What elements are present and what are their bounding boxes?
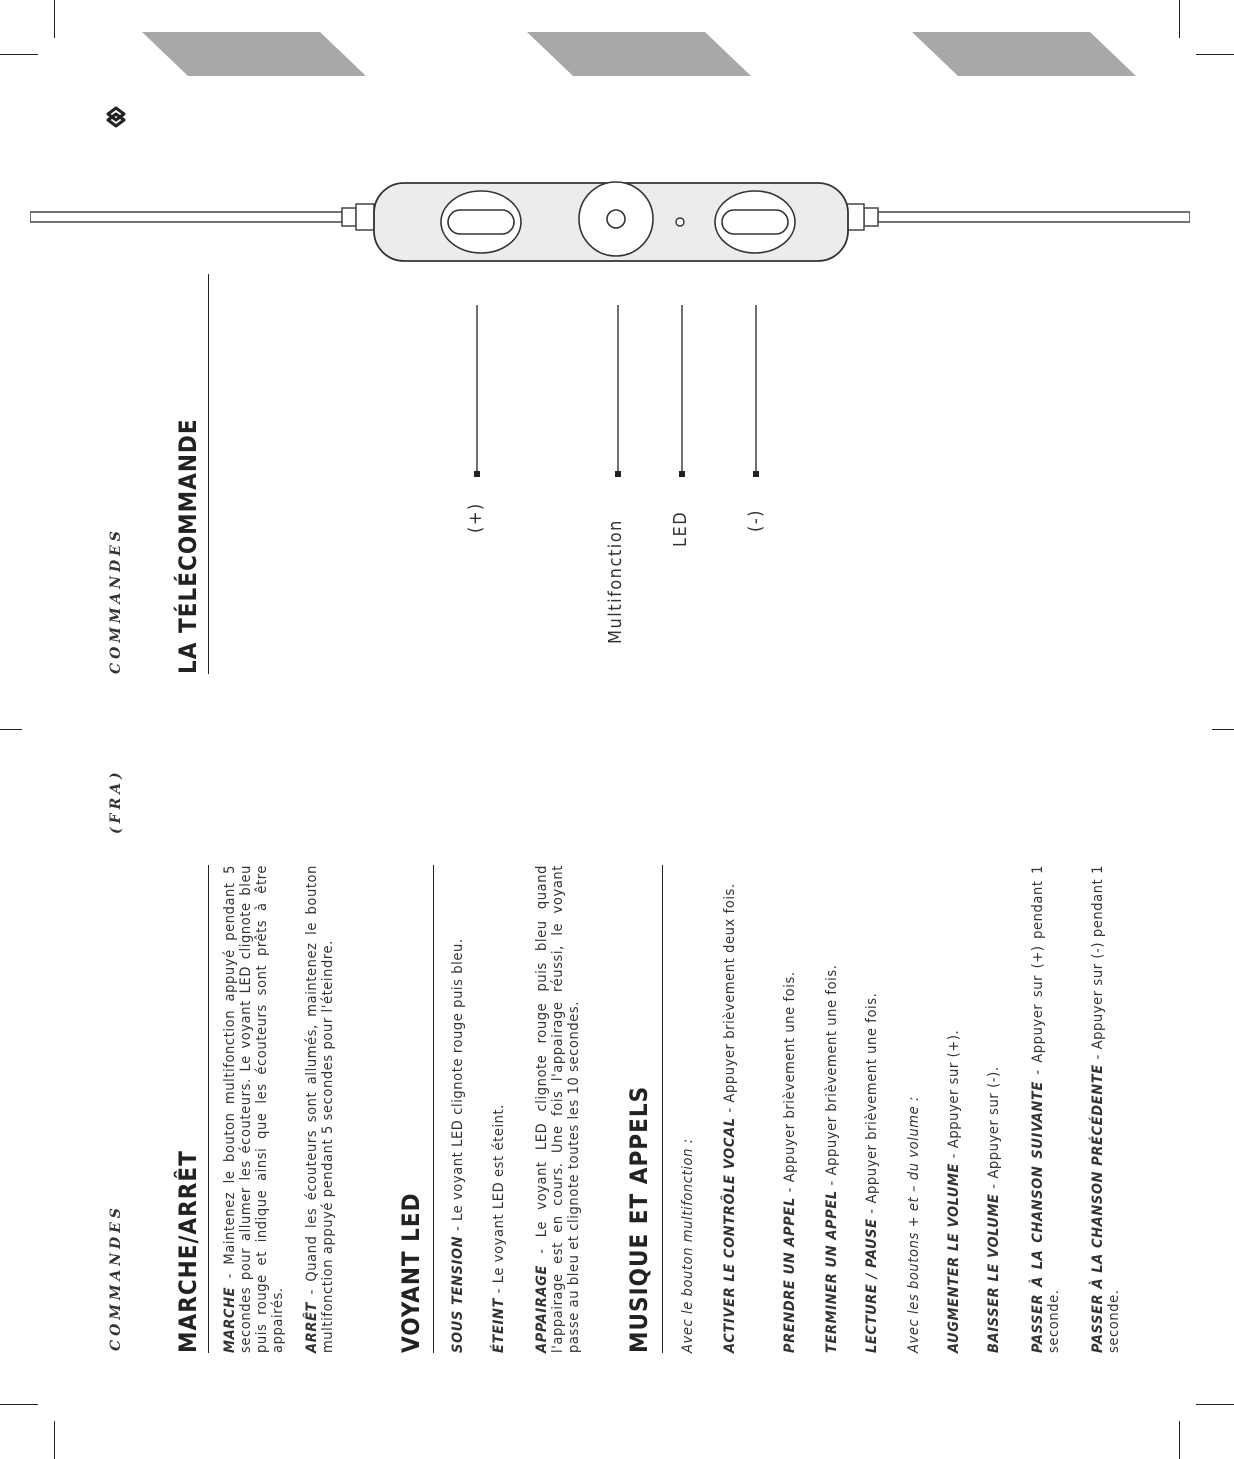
musique-item (1090, 865, 1122, 1353)
musique-item (1030, 865, 1062, 1353)
musique-term: TERMINER UN APPEL (824, 1190, 840, 1353)
musique-term: LECTURE / PAUSE (864, 1218, 880, 1353)
voyant-text: - Le voyant LED clignote rouge puis bleu quand l'appairage est en cours. Une fois l'appairage réussi, le voyant passe au bleu et clignote toutes les 10 secondes. (534, 865, 582, 1353)
voyant-text: - Le voyant LED clignote rouge puis bleu. (450, 938, 466, 1236)
section-rule (433, 865, 434, 1353)
marche-term: MARCHE (222, 1286, 238, 1353)
voyant-item (450, 865, 466, 1353)
section-title-voyant: VOYANT LED (397, 1192, 425, 1353)
arret-text: - Quand les écouteurs sont allumés, maintenez le bouton multifonction appuyé pendant 5 secondes pour l'éteindre. (304, 865, 336, 1353)
musique-term: PASSER À LA CHANSON SUIVANTE (1030, 1081, 1046, 1353)
arret-term: ARRÊT (304, 1301, 320, 1353)
voyant-item (491, 865, 507, 1353)
section-rule (662, 865, 663, 1353)
section-rule (208, 274, 209, 674)
musique-text: - Appuyer brièvement une fois. (824, 964, 840, 1191)
voyant-term: SOUS TENSION (450, 1235, 466, 1353)
musique-text: - Appuyer sur (+). (946, 1029, 962, 1163)
label-plus: (+) (465, 502, 486, 533)
label-multifonction: Multifonction (605, 519, 626, 644)
musique-term: ACTIVER LE CONTRÔLE VOCAL (722, 1117, 738, 1353)
marche-text: - Maintenez le bouton multifonction appuyé pendant 5 secondes pour allumer les écouteurs. Le voyant LED clignote bleu puis rouge et indique ainsi que les écouteurs sont prêts à être appairés. (222, 865, 286, 1353)
voyant-term: APPAIRAGE (534, 1265, 550, 1353)
voyant-item (534, 865, 582, 1353)
label-led: LED (670, 510, 691, 547)
arret-paragraph (304, 865, 336, 1353)
musique-item (782, 865, 798, 1353)
running-head-right: COMMANDES (108, 527, 124, 674)
musique-term: PASSER À LA CHANSON PRÉCÉDENTE (1090, 1064, 1106, 1353)
section-title-marche: MARCHE/ARRÊT (174, 1150, 202, 1353)
musique-text: - Appuyer brièvement une fois. (782, 971, 798, 1198)
musique-intro: Avec les boutons + et – du volume : (906, 1096, 922, 1353)
musique-term: PRENDRE UN APPEL (782, 1197, 798, 1353)
musique-term: BAISSER LE VOLUME (986, 1193, 1002, 1353)
language-code: (FRA) (108, 768, 124, 834)
voyant-term: ÉTEINT (491, 1298, 507, 1353)
musique-text: - Appuyer brièvement deux fois. (722, 883, 738, 1118)
musique-item (946, 865, 962, 1353)
musique-text: - Appuyer sur (-) pendant 1 seconde. (1090, 865, 1122, 1353)
marche-paragraph (222, 865, 286, 1353)
section-title-musique: MUSIQUE ET APPELS (625, 1085, 653, 1353)
musique-text: - Appuyer brièvement une fois. (864, 992, 880, 1219)
label-minus: (-) (745, 509, 766, 532)
musique-term: AUGMENTER LE VOLUME (946, 1162, 962, 1353)
musique-intro: Avec le bouton multifonction : (680, 1138, 696, 1353)
musique-item (824, 865, 840, 1353)
musique-item (986, 865, 1002, 1353)
musique-text: - Appuyer sur (-). (986, 1066, 1002, 1194)
running-head-left: COMMANDES (108, 1204, 124, 1351)
musique-item (864, 865, 880, 1353)
section-title-telecommande: LA TÉLÉCOMMANDE (174, 418, 202, 674)
musique-text: - Appuyer sur (+) pendant 1 seconde. (1030, 865, 1062, 1353)
musique-item (722, 865, 738, 1353)
voyant-text: - Le voyant LED est éteint. (491, 1104, 507, 1298)
section-rule (208, 865, 209, 1353)
